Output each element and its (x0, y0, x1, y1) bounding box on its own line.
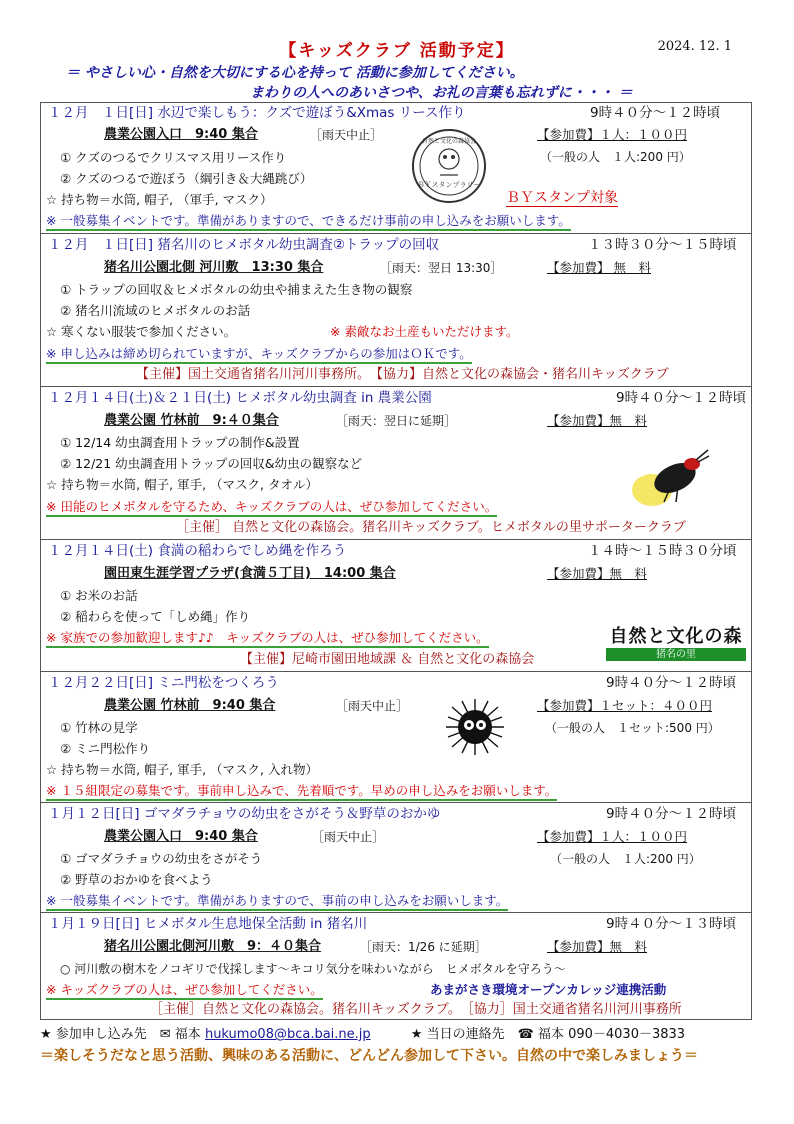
event-item: ① お米のお話 (60, 588, 138, 603)
event-organizer: ［主催］自然と文化の森協会。猪名川キッズクラブ。 ［協力］国土交通省猪名川河川事務所 (150, 1002, 682, 1017)
event-bring: ☆ 持ち物＝水筒, 帽子, 軍手, （マスク, 入れ物） (46, 762, 318, 777)
event-fee: 【参加費】１セット：４００円 (537, 698, 713, 713)
event-rain-policy: ［雨天中止］ (336, 699, 409, 713)
contact-email-link[interactable]: hukumo08@bca.bai.ne.jp (204, 1027, 371, 1042)
event-section (40, 102, 752, 234)
soot-sprite-icon (440, 697, 510, 757)
event-fee: 【参加費】１人：１００円 (537, 829, 688, 844)
event-note: ※ 一般募集イベントです。準備がありますので、事前の申し込みをお願いします。 (46, 893, 508, 909)
closing-message: ＝楽しそうだなと思う活動、興味のある活動に、どんどん参加して下さい。自然の中で楽しみましょう＝ (40, 1048, 698, 1064)
event-rain-policy: ［雨天：翌日に延期］ (336, 414, 457, 428)
event-item: ② 稲わらを使って「しめ縄」作り (60, 609, 251, 624)
event-rain-policy: ［雨天：翌日 13:30］ (380, 261, 503, 275)
svg-text:ＢＹスタンプラリー: ＢＹスタンプラリー (417, 181, 481, 189)
event-item: ② 猪名川流域のヒメボタルのお話 (60, 303, 251, 318)
event-item: ② 12/21 幼虫調査用トラップの回収&幼虫の観察など (60, 456, 363, 471)
event-fee: 【参加費】 無 料 (547, 260, 651, 275)
phone-label: ★ 当日の連絡先 ☎ 福本 (410, 1027, 564, 1042)
event-note: ※ 申し込みは締め切られていますが、キッズクラブからの参加はＯＫです。 (46, 346, 472, 362)
firefly-icon (630, 448, 710, 510)
event-location: 農業公園入口 9:40 集合 (104, 127, 258, 142)
motto-line-1: ＝ やさしい心・自然を大切にする心を持って 活動に参加してください。 (66, 65, 524, 81)
event-note: ※ １５組限定の募集です。事前申し込みで、先着順です。早めの申し込みをお願いします。 (46, 783, 557, 799)
contact-line (40, 1023, 752, 1042)
event-fee-note: （一般の人 １人:200 円） (550, 852, 701, 866)
event-location: 園田東生涯学習プラザ(食満５丁目) 14:00 集合 (104, 566, 396, 581)
motto-line-2: まわりの人へのあいさつや、お礼の言葉も忘れずに・・・ ＝ (250, 85, 633, 101)
nature-culture-forest-logo: 自然と文化の森 猪名の里 (606, 622, 746, 662)
event-heading: １２月 １日[日] 水辺で楽しもう：クズで遊ぼう&Xmas リース作り (48, 105, 466, 121)
event-organizer: 【主催】国土交通省猪名川河川事務所。 【協力】自然と文化の森協会・猪名川キッズクラブ (136, 367, 669, 382)
event-item: ① ゴマダラチョウの幼虫をさがそう (60, 851, 263, 866)
event-time: 9時４０分～１２時頃 (606, 675, 737, 691)
event-note: ※ 田能のヒメボタルを守るため、キッズクラブの人は、ぜひ参加してください。 (46, 499, 497, 515)
event-section (40, 913, 752, 1020)
event-item: ① 竹林の見学 (60, 720, 138, 735)
event-organizer: ［主催］ 自然と文化の森協会。猪名川キッズクラブ。ヒメボタルの里サポータークラブ (176, 520, 686, 535)
event-fee: 【参加費】無 料 (547, 939, 648, 954)
event-heading: １２月 １日[日] 猪名川のヒメボタル幼虫調査②トラップの回収 (48, 237, 440, 253)
event-location: 農業公園 竹林前 9:４０集合 (104, 413, 279, 428)
event-bring: ☆ 持ち物＝水筒, 帽子, 軍手, （マスク, タオル） (46, 477, 318, 492)
event-rain-policy: ［雨天：1/26 に延期］ (360, 940, 487, 954)
event-heading: １２月１４日(土)＆２１日(土) ヒメボタル幼虫調査 in 農業公園 (48, 390, 432, 406)
contact-label: ★ 参加申し込み先 ✉ 福本 (40, 1027, 201, 1042)
event-rain-policy: ［雨天中止］ (312, 830, 385, 844)
event-fee: 【参加費】無 料 (547, 566, 648, 581)
partner-note: あまがさき環境オープンカレッジ連携活動 (430, 982, 667, 997)
event-fee: 【参加費】無 料 (547, 413, 648, 428)
event-time: 9時４０分～１２時頃 (590, 105, 721, 121)
event-fee-note: （一般の人 １人:200 円） (540, 150, 691, 164)
page-title: 【キッズクラブ 活動予定】 (279, 41, 515, 61)
event-section (40, 803, 752, 913)
event-item: ① クズのつるでクリスマス用リース作り (60, 150, 287, 165)
event-time: １４時～１５時３０分頃 (588, 543, 737, 559)
event-heading: １２月２２日[日] ミニ門松をつくろう (48, 675, 279, 691)
issue-date: 2024. 12. 1 (657, 39, 732, 54)
event-time: 9時４０分～１３時頃 (606, 916, 737, 932)
phone-number: 090－4030－3833 (568, 1027, 686, 1042)
event-gift: ※ 素敵なお土産もいただけます。 (330, 324, 519, 339)
event-location: 猪名川公園北側河川敷 9：４０集合 (104, 939, 322, 954)
event-heading: １月１９日[日] ヒメボタル生息地保全活動 in 猪名川 (48, 916, 368, 932)
event-location: 農業公園入口 9:40 集合 (104, 829, 258, 844)
event-note: ※ 一般募集イベントです。準備がありますので、できるだけ事前の申し込みをお願いします。 (46, 213, 571, 229)
event-bring: ☆ 寒くない服装で参加ください。 (46, 324, 237, 339)
stamp-badge: ＢＹスタンプ対象 (506, 190, 618, 206)
event-time: 9時４０分～１２時頃 (606, 806, 737, 822)
event-fee-note: （一般の人 １セット:500 円） (545, 721, 720, 735)
svg-text:自然と文化の森協会: 自然と文化の森協会 (421, 138, 477, 145)
event-time: 9時４０分～１２時頃 (616, 390, 747, 406)
event-item: ○ 河川敷の樹木をノコギリで伐採します～キコリ気分を味わいながら ヒメボタルを守ろう～ (60, 962, 566, 976)
event-section (40, 672, 752, 803)
by-stamp-icon (410, 127, 488, 205)
event-heading: １２月１４日(土) 食満の稲わらでしめ縄を作ろう (48, 543, 347, 559)
event-location: 農業公園 竹林前 9:40 集合 (104, 698, 276, 713)
event-item: ② ミニ門松作り (60, 741, 151, 756)
event-fee: 【参加費】１人：１００円 (537, 127, 688, 142)
event-item: ② クズのつるで遊ぼう（綱引き＆大縄跳び） (60, 171, 313, 186)
event-organizer: 【主催】尼崎市園田地域課 ＆ 自然と文化の森協会 (240, 652, 535, 667)
event-note: ※ 家族での参加歓迎します♪♪ キッズクラブの人は、ぜひ参加してください。 (46, 630, 489, 646)
event-rain-policy: ［雨天中止］ (310, 128, 383, 142)
event-heading: １月１２日[日] ゴマダラチョウの幼虫をさがそう＆野草のおかゆ (48, 806, 441, 822)
event-note: ※ キッズクラブの人は、ぜひ参加してください。 (46, 982, 323, 998)
event-time: １３時３０分～１５時頃 (588, 237, 737, 253)
event-bring: ☆ 持ち物＝水筒, 帽子, （軍手, マスク） (46, 192, 273, 207)
event-item: ① 12/14 幼虫調査用トラップの制作&設置 (60, 435, 300, 450)
event-item: ① トラップの回収＆ヒメボタルの幼虫や捕まえた生き物の観察 (60, 282, 413, 297)
event-item: ② 野草のおかゆを食べよう (60, 872, 213, 887)
event-section (40, 234, 752, 387)
event-location: 猪名川公園北側 河川敷 13:30 集合 (104, 260, 324, 275)
